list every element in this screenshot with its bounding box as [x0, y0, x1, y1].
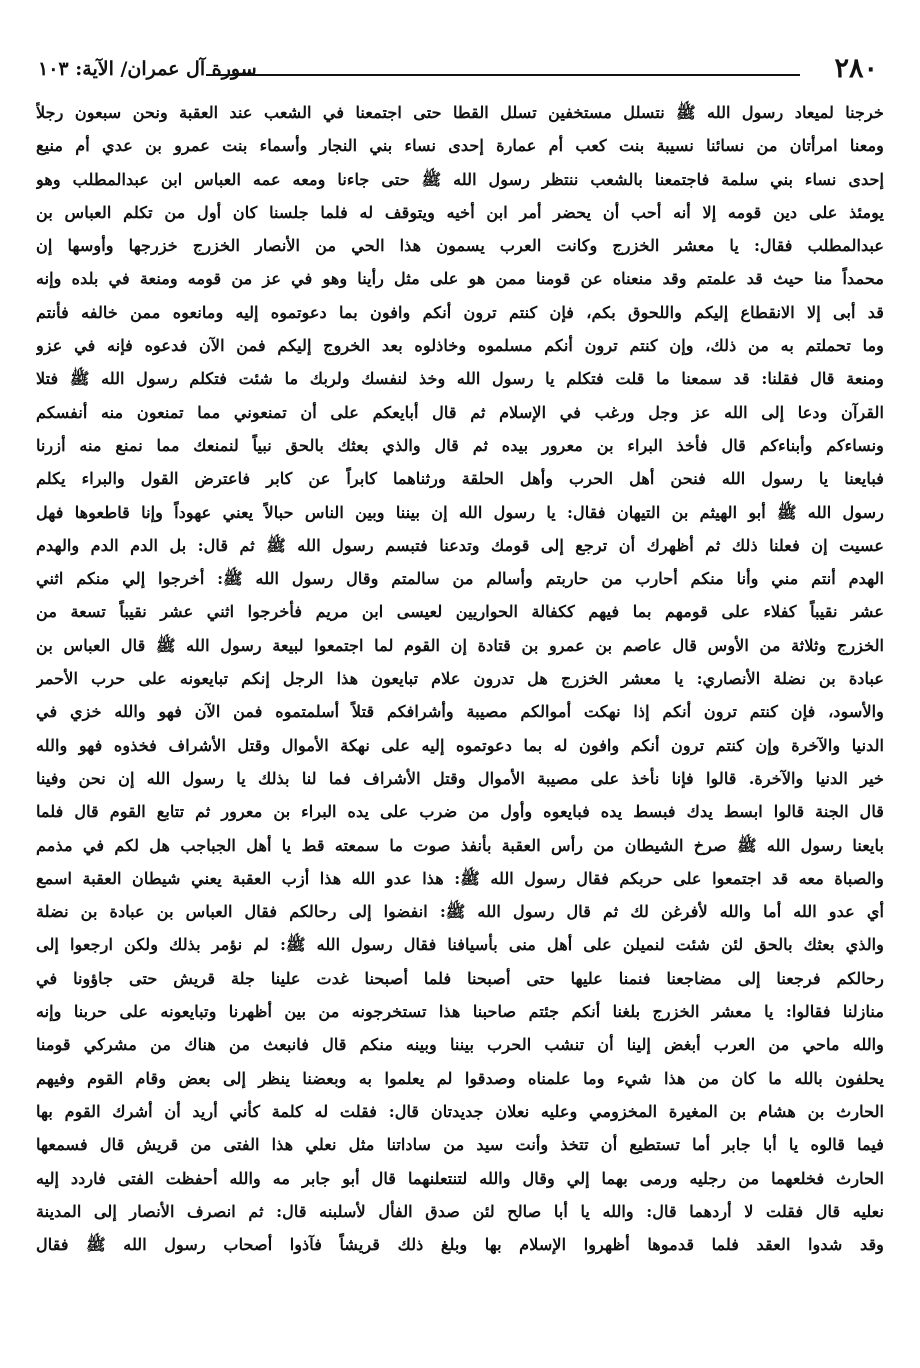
text-line: منازلنا فقالوا: يا معشر الخزرج بلغنا أنكم جئتم صاحبنا هذا تستخرجونه من بين أظهرنا وتبايعونه على حربنا وإنه: [36, 1002, 884, 1022]
text-line: الهدم أنتم مني وأنا منكم أحارب من حاربتم وأسالم من سالمتم وقال رسول الله ﷺ: أخرجوا إلي منكم اثني: [36, 569, 884, 589]
text-line: فبايعنا يا رسول الله فنحن أهل الحرب وأهل الحلقة ورثناهما كابراً عن كابر فاعترض القول والبراء يكلم: [36, 469, 884, 489]
page-number: ٢٨٠: [834, 53, 878, 84]
text-line: الخزرج وثلاثة من الأوس قال عاصم بن عمرو بن قتادة إن القوم لما اجتمعوا لبيعة رسول الله ﷺ قال العباس بن: [36, 635, 884, 655]
text-line: عشر نقيباً كفلاء على قومهم بما فيهم ككفالة الحواريين لعيسى ابن مريم فأخرجوا اثني عشر نقيباً تسعة من: [36, 602, 884, 622]
text-line: الحارث فخلعهما من رجليه ورمى بهما إلي وقال والله لتنتعلنهما قال أبو جابر مه والله أحفظت الفتى فاردد إليه: [36, 1168, 884, 1188]
text-line: والصباة معه قد اجتمعوا على حربكم فقال رسول الله ﷺ: هذا عدو الله هذا أزب العقبة يعني شيطان العقبة اسمع: [36, 868, 884, 888]
text-line: ومعنا امرأتان من نسائنا نسيبة بنت كعب أم عمارة إحدى نساء بني النجار وأسماء بنت عمرو بن عدي أم منيع: [36, 136, 884, 156]
text-line: فيما قالوه يا أبا جابر أما تستطيع أن تتخذ وأنت سيد من ساداتنا مثل نعلي هذا الفتى من قريش قال فسمعها: [36, 1135, 884, 1155]
text-line: والأسود، فإن كنتم ترون أنكم إذا نهكت أموالكم مصيبة وأشرافكم قتلاً أسلمتموه فمن الآن فهو والله خزي في: [36, 702, 884, 722]
text-line: ونساءكم وأبناءكم قال فأخذ البراء بن معرور بيده ثم قال والذي بعثك بالحق نبياً لنمنعك مما نمنع منه أزرنا: [36, 435, 884, 455]
text-line: عبدالمطلب فقال: يا معشر الخزرج وكانت العرب يسمون هذا الحي من الأنصار الخزرج خزرجها وأوسها إن: [36, 236, 884, 256]
text-line: يحلفون بالله ما كان من هذا شيء وما علمناه وصدقوا لم يعلموا به وبعضنا ينظر إلى بعض وقام القوم وفيهم: [36, 1068, 884, 1088]
text-line: رسول الله ﷺ أبو الهيثم بن التيهان فقال: يا رسول الله إن بيننا وبين الناس حبالاً يعني عهوداً وإنا قاطعوها فهل: [36, 502, 884, 522]
text-line: محمداً منا حيث قد علمتم وقد منعناه عن قومنا ممن هو على مثل رأينا وهو في عز من قومه ومنعة في بلده وإنه: [36, 269, 884, 289]
text-line: قد أبى إلا الانقطاع إليكم واللحوق بكم، فإن كنتم ترون أنكم وافون بما دعوتموه إليه ومانعوه ممن خالفه فأنتم: [36, 302, 884, 322]
text-line: الحارث بن هشام بن المغيرة المخزومي وعليه نعلان جديدتان قال: فقلت له كلمة كأني أريد أن أشرك القوم بها: [36, 1101, 884, 1121]
text-line: خير الدنيا والآخرة. قالوا فإنا نأخذ على مصيبة الأموال وقتل الأشراف فما لنا بذلك يا رسول الله إن نحن وفينا: [36, 768, 884, 788]
text-line: نعليه قال فقلت لا أردهما قال: والله يا أبا صالح لئن صدق الفأل لأسلبنه قال: ثم انصرف الأنصار إلى المدينة: [36, 1201, 884, 1221]
text-line: إحدى نساء بني سلمة فاجتمعنا بالشعب ننتظر رسول الله ﷺ حتى جاءنا ومعه عمه العباس ابن عبدالمطلب وهو: [36, 169, 884, 189]
page-header: [38, 54, 878, 94]
text-line: الدنيا والآخرة وإن كنتم ترون أنكم وافون له بما دعوتموه إليه على نهكة الأموال وقتل الأشراف فخذوه فهو والله: [36, 735, 884, 755]
text-line: والذي بعثك بالحق لئن شئت لنميلن على أهل منى بأسيافنا فقال رسول الله ﷺ: لم نؤمر بذلك ولكن ارجعوا إلى: [36, 935, 884, 955]
header-rule: [206, 74, 800, 76]
text-line: ومنعة قال فقلنا: قد سمعنا ما قلت فتكلم يا رسول الله وخذ لنفسك ولربك ما شئت فتكلم رسول الله ﷺ فتلا: [36, 369, 884, 389]
text-line: رحالكم فرجعنا إلى مضاجعنا فنمنا عليها حتى أصبحنا فلما أصبحنا غدت علينا جلة قريش حتى جاؤونا في: [36, 968, 884, 988]
text-line: بايعنا رسول الله ﷺ صرخ الشيطان من رأس العقبة بأنفذ صوت ما سمعته قط يا أهل الجباجب هل لكم في مذمم: [36, 835, 884, 855]
text-line: القرآن ودعا إلى الله عز وجل ورغب في الإسلام ثم قال أبايعكم على أن تمنعوني مما تمنعون منه أنفسكم: [36, 402, 884, 422]
text-line: خرجنا لميعاد رسول الله ﷺ نتسلل مستخفين تسلل القطا حتى اجتمعنا في الشعب عند العقبة ونحن سبعون رجلاً: [36, 103, 884, 122]
text-line: وما تحملتم به من ذلك، وإن كنتم ترون أنكم مسلموه وخاذلوه بعد الخروج إليكم فمن الآن فدعوه فإنه في عزو: [36, 336, 884, 356]
text-line: عبادة بن نضلة الأنصاري: يا معشر الخزرج هل تدرون علام تبايعون هذا الرجل إنكم تبايعونه على حرب الأحمر: [36, 669, 884, 689]
text-line: أي عدو الله أما والله لأفرغن لك ثم قال رسول الله ﷺ: انفضوا إلى رحالكم فقال العباس بن عبادة بن نضلة: [36, 902, 884, 922]
text-line: وقد شدوا العقد فلما قدموها أظهروا الإسلام بها وبلغ ذلك قريشاً فآذوا أصحاب رسول الله ﷺ فقال: [36, 1235, 884, 1255]
text-line: والله ماحي من العرب أبغض إلينا أن تنشب الحرب بيننا وبينه منكم قال فانبعث من هناك من مشركي قومنا: [36, 1035, 884, 1055]
running-title: سورة آل عمران/ الآية: ١٠٣: [38, 58, 257, 80]
text-line: يومئذ على دين قومه إلا أنه أحب أن يحضر أمر ابن أخيه ويتوقف له فلما جلسنا كان أول من تكلم العباس بن: [36, 202, 884, 222]
body-text: [36, 96, 884, 1261]
text-line: قال الجنة قالوا ابسط يدك فبسط يده فبايعوه وأول من ضرب على يده البراء بن معرور ثم تتابع القوم قال فلما: [36, 802, 884, 822]
text-line: عسيت إن فعلنا ذلك ثم أظهرك أن ترجع إلى قومك وتدعنا فتبسم رسول الله ﷺ ثم قال: بل الدم الدم والهدم: [36, 535, 884, 555]
